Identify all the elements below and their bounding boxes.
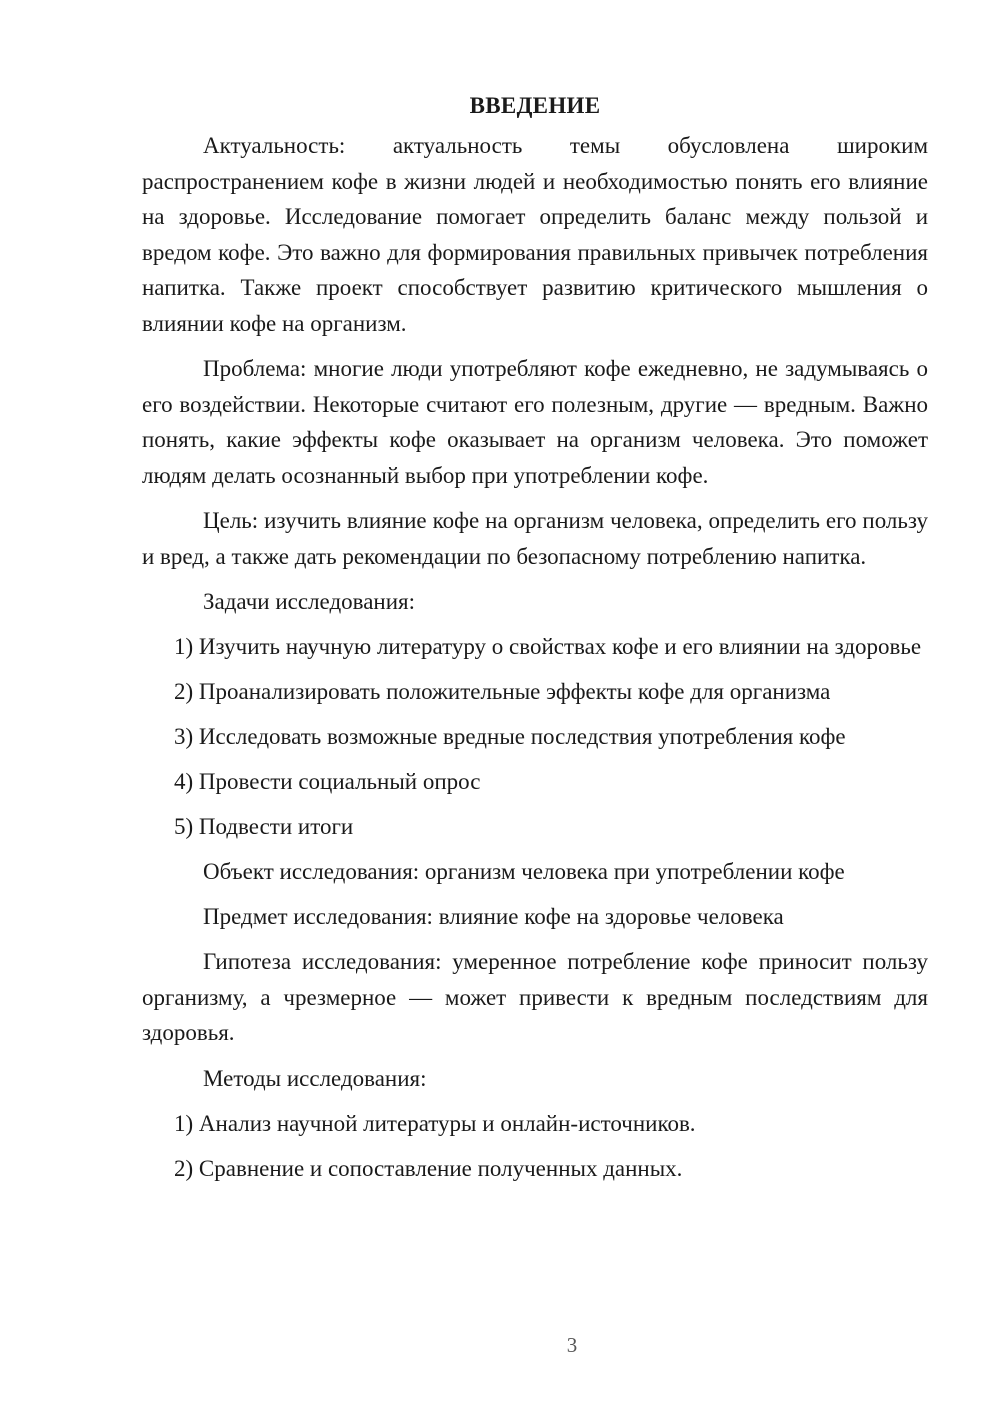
tasks-heading: Задачи исследования:: [203, 589, 416, 614]
tasks-list: [142, 629, 928, 845]
page-number: 3: [566, 1333, 578, 1357]
list-item: 2) Сравнение и сопоставление полученных данных.: [174, 1155, 683, 1181]
list-item: 4) Провести социальный опрос: [174, 769, 481, 794]
list-item: 1) Изучить научную литературу о свойствах кофе и его влиянии на здоровье: [174, 634, 922, 659]
list-item: 5) Подвести итоги: [174, 814, 354, 839]
document-page: [142, 88, 928, 1196]
relevance-paragraph: Актуальность: актуальность темы обусловлена широким распространением кофе в жизни людей и необходимостью понять его влияние на здоровье. Исследование помогает определить баланс между пользой и вредом кофе. Это важно для формирования правильных привычек потребления напитка. Также проект способствует развитию критического мышления о влиянии кофе на организм.: [142, 133, 928, 336]
research-subject: Предмет исследования: влияние кофе на здоровье человека: [203, 904, 784, 929]
methods-heading: Методы исследования:: [203, 1065, 427, 1091]
hypothesis-paragraph: Гипотеза исследования: умеренное потребление кофе приносит пользу организму, а чрезмерное — может привести к вредным последствиям для здоровья.: [142, 949, 928, 1045]
goal-paragraph: Цель: изучить влияние кофе на организм человека, определить его пользу и вред, а также дать рекомендации по безопасному потреблению напитка.: [142, 508, 928, 569]
research-object: Объект исследования: организм человека при употреблении кофе: [203, 859, 845, 884]
list-item: 3) Исследовать возможные вредные последствия употребления кофе: [174, 724, 846, 749]
list-item: 2) Проанализировать положительные эффекты кофе для организма: [174, 679, 831, 704]
list-item: 1) Анализ научной литературы и онлайн-источников.: [174, 1110, 696, 1136]
methods-list: [142, 1106, 928, 1187]
problem-paragraph: Проблема: многие люди употребляют кофе ежедневно, не задумываясь о его воздействии. Некоторые считают его полезным, другие — вредным. Важно понять, какие эффекты кофе оказывает на организм человека. Это поможет людям делать осознанный выбор при употреблении кофе.: [142, 356, 928, 488]
page-title: ВВЕДЕНИЕ: [469, 93, 601, 118]
